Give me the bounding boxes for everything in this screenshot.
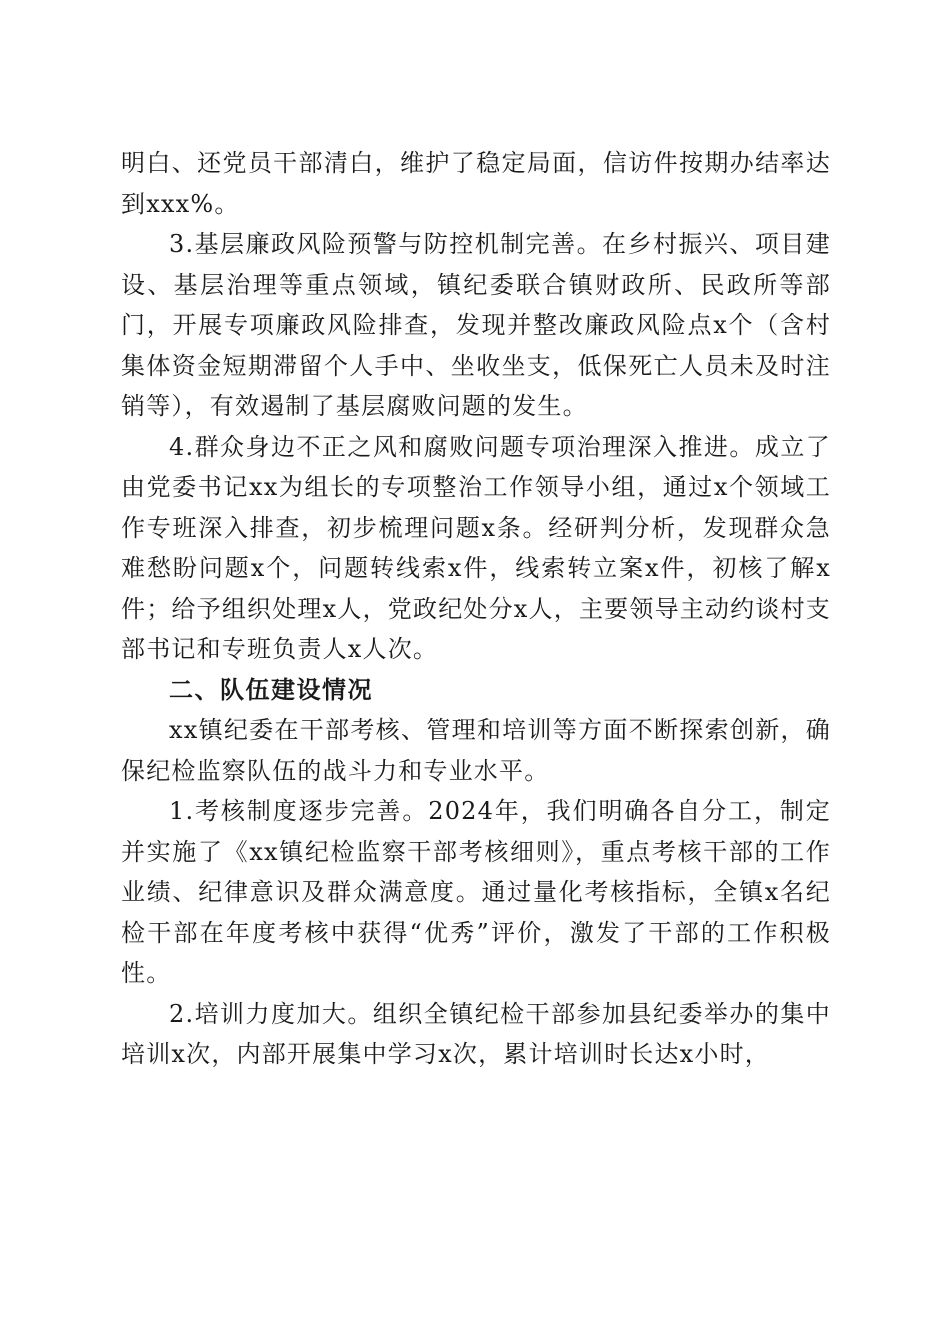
section-heading-team-building: 二、队伍建设情况 <box>169 675 373 704</box>
paragraph-assessment-system: 1.考核制度逐步完善。2024年，我们明确各自分工，制定并实施了《xx镇纪检监察干部考核细则》，重点考核干部的工作业绩、纪律意识及群众满意度。通过量化考核指标，全镇x名纪检干部在年度考核中获得“优秀”评价，激发了干部的工作积极性。 <box>121 797 831 987</box>
paragraph-risk-prevention: 3.基层廉政风险预警与防控机制完善。在乡村振兴、项目建设、基层治理等重点领域，镇纪委联合镇财政所、民政所等部门，开展专项廉政风险排查，发现并整改廉政风险点x个（含村集体资金短期滞留个人手中、坐收坐支，低保死亡人员未及时注销等），有效遏制了基层腐败问题的发生。 <box>121 230 831 420</box>
document-body <box>121 143 831 1075</box>
paragraph-special-governance: 4.群众身边不正之风和腐败问题专项治理深入推进。成立了由党委书记xx为组长的专项整治工作领导小组，通过x个领域工作专班深入排查，初步梳理问题x条。经研判分析，发现群众急难愁盼问题x个，问题转线索x件，线索转立案x件，初核了解x件；给予组织处理x人，党政纪处分x人，主要领导主动约谈村支部书记和专班负责人x人次。 <box>121 432 831 663</box>
paragraph-team-intro: xx镇纪委在干部考核、管理和培训等方面不断探索创新，确保纪检监察队伍的战斗力和专业水平。 <box>121 716 831 785</box>
paragraph-training: 2.培训力度加大。组织全镇纪检干部参加县纪委举办的集中培训x次，内部开展集中学习x次，累计培训时长达x小时， <box>121 999 831 1068</box>
paragraph-continuation: 明白、还党员干部清白，维护了稳定局面，信访件按期办结率达到xxx%。 <box>121 149 831 218</box>
